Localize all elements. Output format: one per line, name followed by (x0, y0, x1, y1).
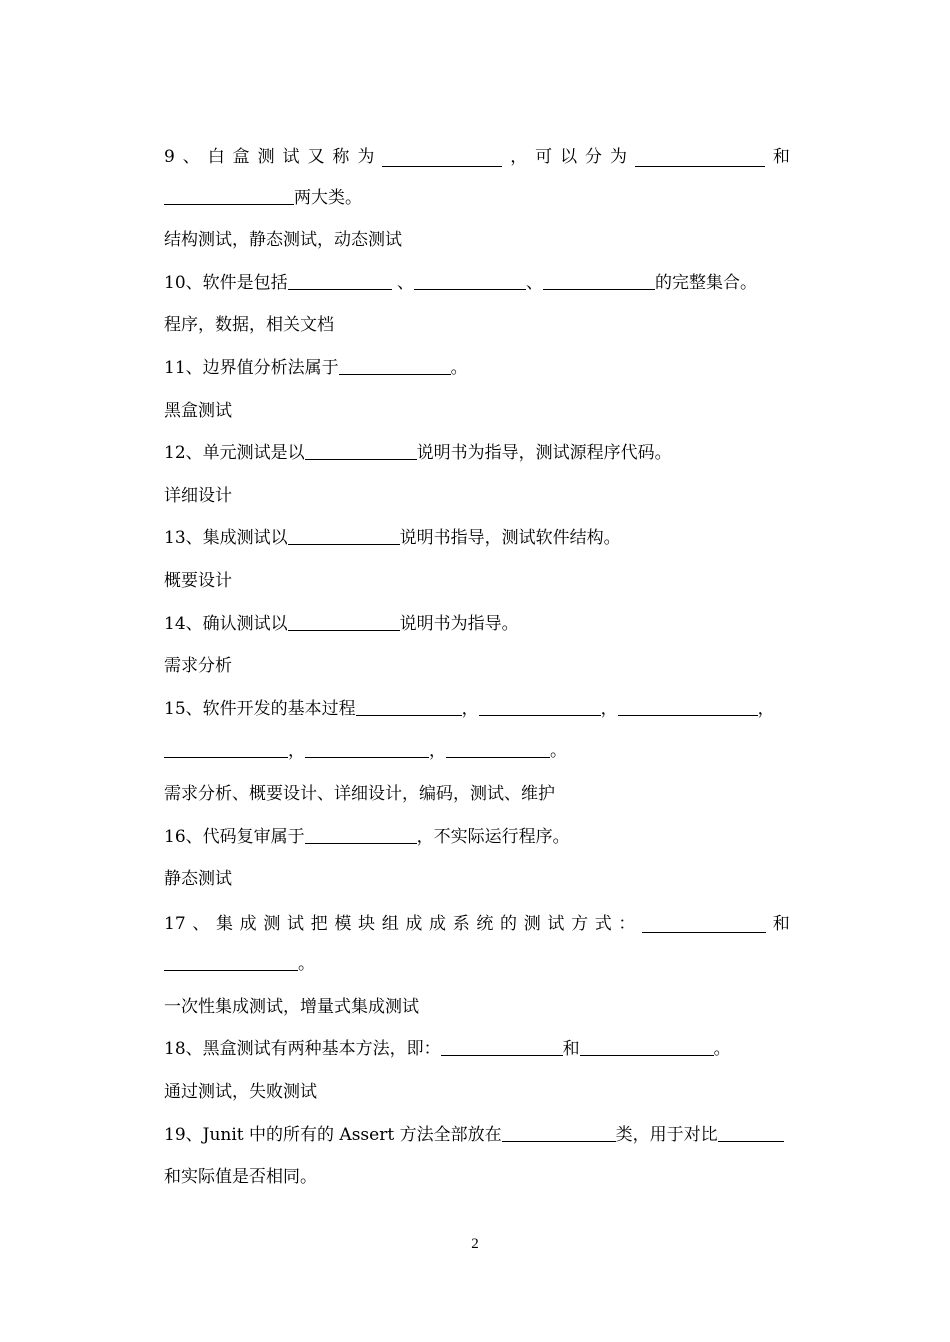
fill-in-blank (288, 526, 400, 545)
question-line (164, 903, 790, 946)
fill-in-blank (356, 697, 462, 716)
fill-in-blank (543, 271, 655, 290)
question-text: 和 (772, 913, 790, 934)
question-line (164, 519, 790, 562)
question-text: 测 (523, 913, 541, 934)
answer-text: 需求分析 (164, 656, 232, 677)
answer-text: 详细设计 (164, 485, 232, 506)
answer-line (164, 988, 790, 1031)
question-text: 。 (713, 1039, 731, 1060)
answer-text: 结构测试，静态测试，动态测试 (164, 230, 402, 251)
answer-text: 黑盒测试 (164, 400, 232, 421)
answer-line (164, 306, 790, 349)
question-line (164, 818, 790, 861)
fill-in-blank (618, 697, 758, 716)
question-line (164, 434, 790, 477)
fill-in-blank (382, 148, 502, 167)
fill-in-blank (305, 739, 429, 758)
fill-in-blank (305, 825, 417, 844)
question-text: 方 (571, 913, 589, 934)
question-text: 为 (609, 147, 627, 168)
question-text: 、 (391, 272, 415, 293)
answer-text: 一次性集成测试，增量式集成测试 (164, 996, 419, 1017)
answer-text: 和实际值是否相同。 (164, 1167, 317, 1188)
question-text: 组 (381, 913, 399, 934)
question-text: 12、单元测试是以 (164, 443, 305, 464)
question-text: 又 (307, 147, 325, 168)
question-text: 试 (547, 913, 565, 934)
answer-text: 通过测试，失败测试 (164, 1082, 317, 1103)
fill-in-blank (441, 1037, 563, 1056)
question-text: 11、边界值分析法属于 (164, 357, 339, 378)
answer-line (164, 1158, 790, 1201)
question-text: 模 (334, 913, 352, 934)
question-text: 成 (405, 913, 423, 934)
question-text: 和 (562, 1039, 580, 1060)
question-line (164, 1030, 790, 1073)
question-line (164, 605, 790, 648)
fill-in-blank (339, 356, 451, 375)
question-text: 、 (192, 913, 210, 934)
question-text: ， (600, 698, 618, 719)
question-text: 。 (450, 357, 468, 378)
answer-text: 概要设计 (164, 570, 232, 591)
question-text: ： (618, 913, 636, 934)
question-text: 测 (257, 147, 275, 168)
question-line (164, 179, 790, 222)
question-line (164, 136, 790, 179)
answer-text: 需求分析、概要设计、详细设计，编码，测试、维护 (164, 783, 555, 804)
question-text: 类，用于对比 (615, 1124, 718, 1145)
fill-in-blank (164, 739, 288, 758)
question-line (164, 264, 790, 307)
question-text: 测 (263, 913, 281, 934)
question-text: 说明书为指导，测试源程序代码。 (416, 443, 672, 464)
question-text: 分 (585, 147, 603, 168)
question-text: 式 (594, 913, 612, 934)
answer-line (164, 562, 790, 605)
question-text: 、 (526, 272, 544, 293)
answer-line (164, 860, 790, 903)
question-text: 两大类。 (294, 187, 362, 208)
question-text: 。 (298, 954, 315, 975)
question-text: 说明书指导，测试软件结构。 (399, 528, 621, 549)
question-text: 把 (310, 913, 328, 934)
page-number: 2 (471, 1236, 479, 1252)
fill-in-blank (288, 271, 392, 290)
fill-in-blank (164, 952, 298, 971)
question-text: 成 (429, 913, 447, 934)
question-text: 的完整集合。 (655, 272, 758, 293)
answer-text: 静态测试 (164, 869, 232, 890)
fill-in-blank (718, 1123, 784, 1142)
answer-line (164, 1073, 790, 1116)
fill-in-blank (502, 1123, 616, 1142)
question-text: 称 (332, 147, 350, 168)
question-text: 成 (239, 913, 257, 934)
document-body (164, 136, 790, 1201)
answer-text: 程序，数据，相关文档 (164, 315, 334, 336)
answer-line (164, 647, 790, 690)
fill-in-blank (164, 186, 294, 205)
answer-line (164, 221, 790, 264)
question-line (164, 732, 790, 775)
question-text: 系 (452, 913, 470, 934)
question-text: 试 (282, 147, 300, 168)
question-text: ， (757, 698, 775, 719)
question-text: 和 (772, 147, 790, 168)
question-text: 为 (357, 147, 375, 168)
question-text: 可 (535, 147, 553, 168)
question-text: ，不实际运行程序。 (416, 826, 570, 847)
fill-in-blank (479, 697, 601, 716)
fill-in-blank (446, 739, 550, 758)
question-text: 10、软件是包括 (164, 272, 288, 293)
question-text: 白 (207, 147, 225, 168)
question-text: 19、Junit 中的所有的 Assert 方法全部放在 (164, 1124, 502, 1145)
question-text: 、 (182, 147, 200, 168)
question-text: 试 (287, 913, 304, 934)
question-line (164, 1116, 790, 1159)
fill-in-blank (305, 441, 417, 460)
question-text: ， (429, 741, 446, 762)
answer-line (164, 392, 790, 435)
question-line (164, 945, 790, 988)
question-line (164, 349, 790, 392)
question-text: 统 (476, 913, 494, 934)
question-text: 说明书为指导。 (399, 613, 519, 634)
answer-line (164, 477, 790, 520)
question-text: 以 (560, 147, 578, 168)
fill-in-blank (642, 914, 766, 933)
question-text: 16、代码复审属于 (164, 826, 305, 847)
question-text: 13、集成测试以 (164, 528, 288, 549)
question-text: 。 (550, 741, 567, 762)
question-text: 15、软件开发的基本过程 (164, 698, 356, 719)
question-text: ， (510, 147, 528, 168)
question-text: 17 (164, 913, 186, 934)
fill-in-blank (635, 148, 765, 167)
question-text: 盒 (232, 147, 250, 168)
question-text: 的 (500, 913, 518, 934)
question-line (164, 690, 790, 733)
fill-in-blank (580, 1037, 714, 1056)
question-text: ， (288, 741, 305, 762)
answer-line (164, 775, 790, 818)
question-text: 9 (164, 147, 175, 168)
question-text: 18、黑盒测试有两种基本方法，即： (164, 1039, 441, 1060)
question-text: 14、确认测试以 (164, 613, 288, 634)
question-text: 块 (358, 913, 376, 934)
question-text: 集 (215, 913, 233, 934)
question-text: ， (461, 698, 479, 719)
fill-in-blank (414, 271, 526, 290)
fill-in-blank (288, 612, 400, 631)
